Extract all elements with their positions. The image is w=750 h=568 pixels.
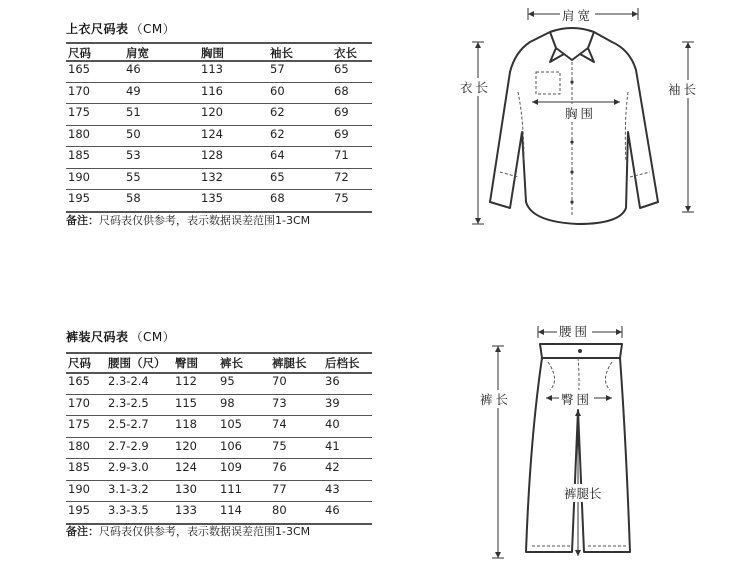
pants-title-unit: （CM） xyxy=(130,330,176,344)
shirt-note-text: 尺码表仅供参考，表示数据误差范围1-3CM xyxy=(99,214,311,227)
pants-table-cell: 42 xyxy=(325,460,340,474)
shirt-shoulder-label: 肩宽 xyxy=(562,8,594,23)
pants-table-cell: 95 xyxy=(220,374,235,388)
shirt-table-cell: 71 xyxy=(334,148,349,162)
shirt-table-cell: 62 xyxy=(270,105,285,119)
shirt-table-rule xyxy=(66,42,372,44)
shirt-table-cell: 46 xyxy=(126,62,141,76)
pants-diagram xyxy=(480,320,650,560)
shirt-table-cell: 75 xyxy=(334,191,349,205)
pants-table-cell: 80 xyxy=(272,503,287,517)
pants-table-rule xyxy=(66,458,372,459)
pants-note xyxy=(66,523,310,539)
shirt-table-cell: 69 xyxy=(334,105,349,119)
shirt-table-title xyxy=(66,20,175,37)
shirt-table-cell: 55 xyxy=(126,169,141,184)
pants-header-cell: 后档长 xyxy=(325,356,360,370)
shirt-table-cell: 65 xyxy=(334,62,349,76)
pants-table-rule xyxy=(66,394,372,395)
shirt-note xyxy=(66,212,310,228)
shirt-note-label: 备注： xyxy=(66,214,99,227)
shirt-table-rule xyxy=(66,125,372,126)
pants-table-cell: 41 xyxy=(325,438,340,453)
shirt-table-cell: 69 xyxy=(334,126,349,141)
pants-table-cell: 175 xyxy=(68,417,90,431)
pants-header-cell: 裤长 xyxy=(220,356,243,370)
pants-table-cell: 105 xyxy=(220,417,242,431)
pants-table-cell: 195 xyxy=(68,503,90,517)
shirt-table-cell: 132 xyxy=(201,169,223,184)
shirt-table-cell: 124 xyxy=(201,126,223,141)
shirt-table-cell: 190 xyxy=(68,169,90,184)
shirt-table-cell: 65 xyxy=(270,169,285,184)
pants-table-cell: 118 xyxy=(175,417,197,431)
pants-table-cell: 39 xyxy=(325,395,340,410)
pants-header-cell: 腰围（尺） xyxy=(108,356,166,370)
shirt-length-label: 衣长 xyxy=(460,80,492,95)
pants-note-label: 备注： xyxy=(66,525,99,538)
pants-table-cell: 190 xyxy=(68,481,90,496)
shirt-table-cell: 120 xyxy=(201,105,223,119)
shirt-table-rule xyxy=(66,82,372,83)
pants-table-cell: 112 xyxy=(175,374,197,388)
pants-table-cell: 120 xyxy=(175,438,197,453)
pants-table-cell: 185 xyxy=(68,460,90,474)
shirt-table-cell: 49 xyxy=(126,83,141,98)
shirt-header-cell: 袖长 xyxy=(270,46,293,60)
pants-table-cell: 36 xyxy=(325,374,340,388)
pants-waist-label: 腰围 xyxy=(559,324,591,339)
pants-table-cell: 114 xyxy=(220,503,242,517)
pants-table-cell: 98 xyxy=(220,395,235,410)
shirt-header-cell: 衣长 xyxy=(334,46,357,60)
shirt-title-unit: （CM） xyxy=(130,22,176,36)
pants-table-cell: 2.7-2.9 xyxy=(108,438,149,453)
pants-table-cell: 130 xyxy=(175,481,197,496)
pants-table-cell: 76 xyxy=(272,460,287,474)
pants-table-rule xyxy=(66,501,372,502)
shirt-table-cell: 64 xyxy=(270,148,285,162)
pants-table-cell: 133 xyxy=(175,503,197,517)
shirt-table-cell: 128 xyxy=(201,148,223,162)
pants-header-cell: 裤腿长 xyxy=(272,356,307,370)
shirt-table-cell: 57 xyxy=(270,62,285,76)
shirt-header-cell: 肩宽 xyxy=(126,46,149,60)
pants-table-cell: 180 xyxy=(68,438,90,453)
shirt-table-rule xyxy=(66,146,372,147)
pants-table-cell: 124 xyxy=(175,460,197,474)
pants-table-cell: 74 xyxy=(272,417,287,431)
pants-table-cell: 2.5-2.7 xyxy=(108,417,149,431)
pants-table-rule xyxy=(66,437,372,438)
shirt-table-cell: 68 xyxy=(270,191,285,205)
shirt-table-cell: 53 xyxy=(126,148,141,162)
shirt-table-cell: 51 xyxy=(126,105,141,119)
shirt-table-cell: 72 xyxy=(334,169,349,184)
shirt-table-cell: 195 xyxy=(68,191,90,205)
pants-table-cell: 40 xyxy=(325,417,340,431)
pants-table-cell: 43 xyxy=(325,481,340,496)
pants-table-cell: 73 xyxy=(272,395,287,410)
pants-table-cell: 2.3-2.4 xyxy=(108,374,149,388)
pants-table-cell: 109 xyxy=(220,460,242,474)
shirt-table-rule xyxy=(66,189,372,190)
pants-table-cell: 170 xyxy=(68,395,90,410)
shirt-table-cell: 113 xyxy=(201,62,223,76)
pants-table-rule xyxy=(66,352,372,354)
shirt-table-cell: 165 xyxy=(68,62,90,76)
pants-header-cell: 臀围 xyxy=(175,356,198,370)
pants-table-cell: 3.1-3.2 xyxy=(108,481,149,496)
pants-length-label: 裤长 xyxy=(480,392,512,407)
pants-title-text: 裤装尺码表 xyxy=(66,330,129,344)
shirt-title-text: 上衣尺码表 xyxy=(66,22,129,36)
pants-table-cell: 46 xyxy=(325,503,340,517)
shirt-sleeve-label: 袖长 xyxy=(668,82,700,97)
shirt-table-cell: 62 xyxy=(270,126,285,141)
pants-table-cell: 111 xyxy=(220,481,242,496)
pants-table-rule xyxy=(66,415,372,416)
pants-leg-label: 裤腿长 xyxy=(564,486,602,501)
pants-table-cell: 77 xyxy=(272,481,287,496)
shirt-table-cell: 68 xyxy=(334,83,349,98)
pants-note-text: 尺码表仅供参考，表示数据误差范围1-3CM xyxy=(99,525,311,538)
shirt-table-cell: 58 xyxy=(126,191,141,205)
pants-table-cell: 106 xyxy=(220,438,242,453)
pants-table-cell: 75 xyxy=(272,438,287,453)
shirt-table-rule xyxy=(66,103,372,104)
shirt-header-cell: 胸围 xyxy=(201,46,224,60)
shirt-table-cell: 175 xyxy=(68,105,90,119)
shirt-table-cell: 60 xyxy=(270,83,285,98)
pants-table-rule xyxy=(66,480,372,481)
shirt-header-cell: 尺码 xyxy=(68,46,91,60)
pants-table-cell: 165 xyxy=(68,374,90,388)
pants-hip-label: 臀围 xyxy=(561,392,593,407)
pants-table-cell: 2.9-3.0 xyxy=(108,460,149,474)
shirt-table-cell: 50 xyxy=(126,126,141,141)
shirt-table-cell: 116 xyxy=(201,83,223,98)
shirt-table-cell: 180 xyxy=(68,126,90,141)
pants-header-cell: 尺码 xyxy=(68,356,91,370)
pants-table-cell: 2.3-2.5 xyxy=(108,395,149,410)
shirt-chest-label: 胸围 xyxy=(565,106,597,121)
shirt-table-rule xyxy=(66,168,372,169)
pants-table-cell: 70 xyxy=(272,374,287,388)
pants-table-title xyxy=(66,328,175,345)
shirt-table-cell: 170 xyxy=(68,83,90,98)
shirt-table-cell: 135 xyxy=(201,191,223,205)
pants-table-cell: 3.3-3.5 xyxy=(108,503,149,517)
pants-table-cell: 115 xyxy=(175,395,197,410)
shirt-table-cell: 185 xyxy=(68,148,90,162)
